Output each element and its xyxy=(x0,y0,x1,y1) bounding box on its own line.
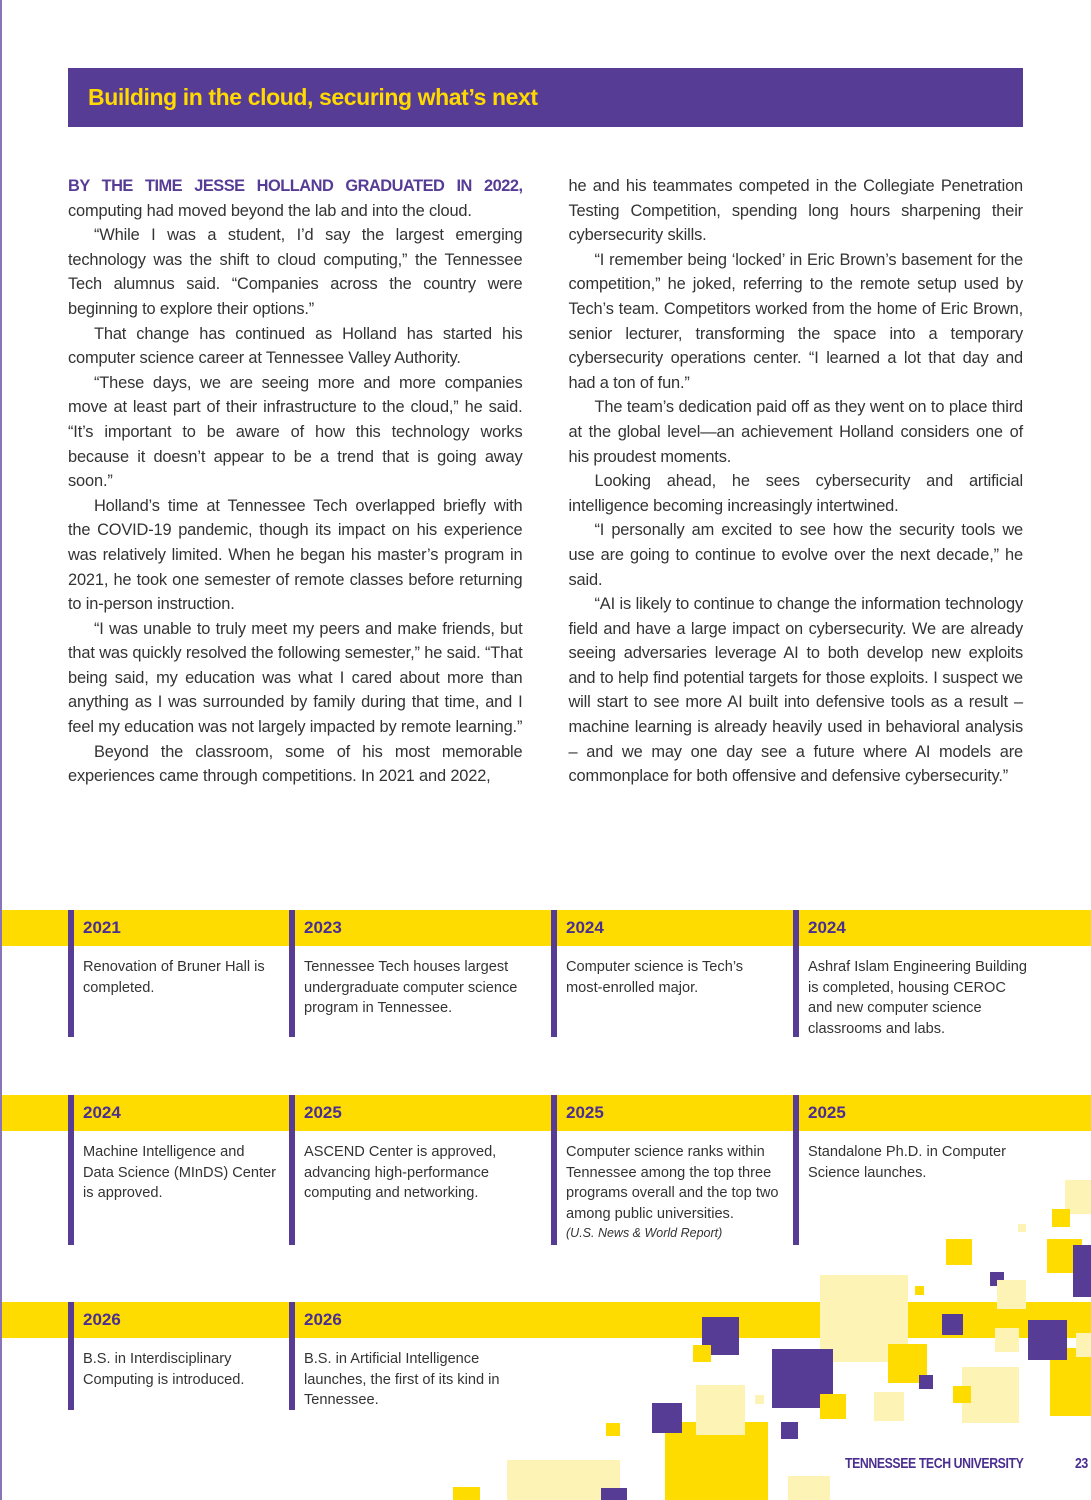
article-body xyxy=(68,174,1023,789)
article-paragraph: “These days, we are seeing more and more companies move at least part of their infrastructure to the cloud,” he said. “It’s important to be aware of how this technology works because it doesn’t appear to be a trend that is going away soon.” xyxy=(68,373,523,491)
timeline-item xyxy=(68,1302,278,1390)
decor-square xyxy=(1028,1320,1067,1360)
article-paragraph: “While I was a student, I’d say the largest emerging technology was the shift to cloud computing,” the Tennessee Tech alumnus said. “Companies across the country were beginning to explore their options.” xyxy=(68,226,523,318)
decor-square xyxy=(696,1385,745,1435)
timeline-item xyxy=(289,1302,539,1411)
decor-square xyxy=(946,1239,972,1265)
timeline-text: B.S. in Interdisciplinary Computing is introduced. xyxy=(83,1351,245,1388)
timeline-year: 2024 xyxy=(83,1103,121,1122)
decor-square xyxy=(693,1345,711,1362)
decor-square xyxy=(601,1488,627,1500)
decor-square xyxy=(997,1280,1026,1309)
timeline-text: Renovation of Bruner Hall is completed. xyxy=(83,959,265,996)
timeline-text: Machine Intelligence and Data Science (MInDS) Center is approved. xyxy=(83,1144,277,1201)
timeline-marker xyxy=(289,1095,295,1245)
page-edge-line xyxy=(0,0,2,1500)
timeline-marker xyxy=(68,910,74,1037)
article-paragraph: Holland’s time at Tennessee Tech overlapped briefly with the COVID-19 pandemic, though its impact on his experience was relatively limited. When he began his master’s program in 2021, he took one semester of remote classes before returning to in-person instruction. xyxy=(68,496,523,614)
timeline-text: Computer science ranks within Tennessee among the top three programs overall and the top two among public universities. xyxy=(566,1144,779,1222)
timeline-item xyxy=(68,1095,278,1204)
article-paragraph: BY THE TIME JESSE HOLLAND GRADUATED IN 2022, computing had moved beyond the lab and into the cloud. xyxy=(68,177,523,220)
article-paragraph: Beyond the classroom, some of his most memorable experiences came through competitions. In 2021 and 2022, xyxy=(68,742,523,786)
decor-square xyxy=(874,1392,904,1421)
article-column-right xyxy=(569,174,1024,789)
timeline-marker xyxy=(68,1095,74,1245)
timeline-year: 2023 xyxy=(304,918,342,937)
timeline-text: Computer science is Tech’s most-enrolled major. xyxy=(566,959,744,996)
timeline-year: 2021 xyxy=(83,918,121,937)
decor-square xyxy=(1018,1224,1026,1232)
decor-square xyxy=(942,1314,963,1335)
article-paragraph: “AI is likely to continue to change the information technology field and have a large impact on cybersecurity. We are already seeing adversaries leverage AI to both develop new exploits and to help find potential targets for those exploits. I suspect we will start to see more AI built into defensive tools as a result – machine learning is already heavily used in behavioral analysis – and we may one day see a future where AI models are commonplace for both offensive and defensive cybersecurity.” xyxy=(568,595,1023,786)
timeline-item xyxy=(68,910,278,998)
timeline-text: ASCEND Center is approved, advancing high-performance computing and networking. xyxy=(304,1144,497,1201)
timeline-citation: (U.S. News & World Report) xyxy=(566,1226,723,1240)
decor-square xyxy=(606,1423,620,1436)
decor-square xyxy=(995,1328,1019,1352)
timeline-year: 2025 xyxy=(808,1103,846,1122)
timeline-year: 2025 xyxy=(566,1103,604,1122)
page-number: 23 xyxy=(1074,1455,1088,1472)
timeline-marker xyxy=(793,1095,799,1245)
timeline-year: 2024 xyxy=(808,918,846,937)
article-column-left xyxy=(68,174,523,789)
article-paragraph: The team’s dedication paid off as they went on to place third at the global level—an achievement Holland considers one of his proudest moments. xyxy=(568,398,1023,466)
timeline-year: 2026 xyxy=(304,1310,342,1329)
publication-name: TENNESSEE TECH UNIVERSITY xyxy=(845,1455,1024,1472)
decor-square xyxy=(1052,1209,1070,1227)
decor-square xyxy=(652,1403,682,1433)
timeline-item xyxy=(793,910,1033,1039)
timeline-text: Tennessee Tech houses largest undergraduate computer science program in Tennessee. xyxy=(304,959,518,1016)
article-paragraph: Looking ahead, he sees cybersecurity and artificial intelligence becoming increasingly intertwined. xyxy=(568,472,1023,515)
article-paragraph: “I was unable to truly meet my peers and make friends, but that was quickly resolved the following semester,” he said. “That being said, my education was what I cared about more than anything as I was surrounded by family during that time, and I feel my education was not largely impacted by remote learning.” xyxy=(68,619,523,737)
timeline-item xyxy=(551,1095,786,1242)
timeline-text: Standalone Ph.D. in Computer Science launches. xyxy=(808,1144,1006,1181)
article-paragraph: he and his teammates competed in the Collegiate Penetration Testing Competition, spending long hours sharpening their cybersecurity skills. xyxy=(568,177,1023,245)
article-paragraph: That change has continued as Holland has started his computer science career at Tennessee Valley Authority. xyxy=(68,324,523,368)
timeline-item xyxy=(793,1095,1033,1183)
timeline-marker xyxy=(793,910,799,1037)
decor-square xyxy=(820,1394,846,1419)
timeline-year: 2024 xyxy=(566,918,604,937)
timeline-item xyxy=(551,910,781,998)
timeline-text: Ashraf Islam Engineering Building is completed, housing CEROC and new computer science classrooms and labs. xyxy=(808,959,1028,1037)
decor-square xyxy=(1076,1333,1091,1357)
section-header-bar xyxy=(68,68,1023,127)
timeline-marker xyxy=(551,910,557,1037)
timeline-item xyxy=(289,1095,529,1204)
article-paragraph: “I remember being ‘locked’ in Eric Brown’s basement for the competition,” he joked, referring to the remote setup used by Tech’s team. Competitors worked from the home of Eric Brown, senior lecturer, transforming the space into a temporary cybersecurity operations center. “I learned a lot that day and had a ton of fun.” xyxy=(568,250,1023,392)
timeline-marker xyxy=(289,1302,295,1410)
decor-square xyxy=(953,1386,971,1403)
timeline-item xyxy=(289,910,544,1019)
decor-square xyxy=(1073,1245,1091,1297)
timeline-year: 2026 xyxy=(83,1310,121,1329)
timeline-marker xyxy=(68,1302,74,1410)
decor-square xyxy=(915,1286,924,1295)
timeline-text: B.S. in Artificial Intelligence launches, the first of its kind in Tennessee. xyxy=(304,1351,500,1408)
section-title: Building in the cloud, securing what’s next xyxy=(88,84,538,110)
decor-square xyxy=(919,1375,933,1389)
article-paragraph: “I personally am excited to see how the security tools we use are going to continue to evolve over the next decade,” he said. xyxy=(568,521,1023,589)
decor-square xyxy=(781,1422,798,1439)
decor-square xyxy=(453,1487,480,1500)
page-footer xyxy=(845,1455,1090,1472)
decor-square xyxy=(788,1476,830,1500)
timeline-marker xyxy=(289,910,295,1037)
timeline-marker xyxy=(551,1095,557,1245)
lead-in-caps: BY THE TIME JESSE HOLLAND GRADUATED IN 2022, xyxy=(68,177,523,195)
timeline-year: 2025 xyxy=(304,1103,342,1122)
decor-square xyxy=(755,1395,764,1404)
